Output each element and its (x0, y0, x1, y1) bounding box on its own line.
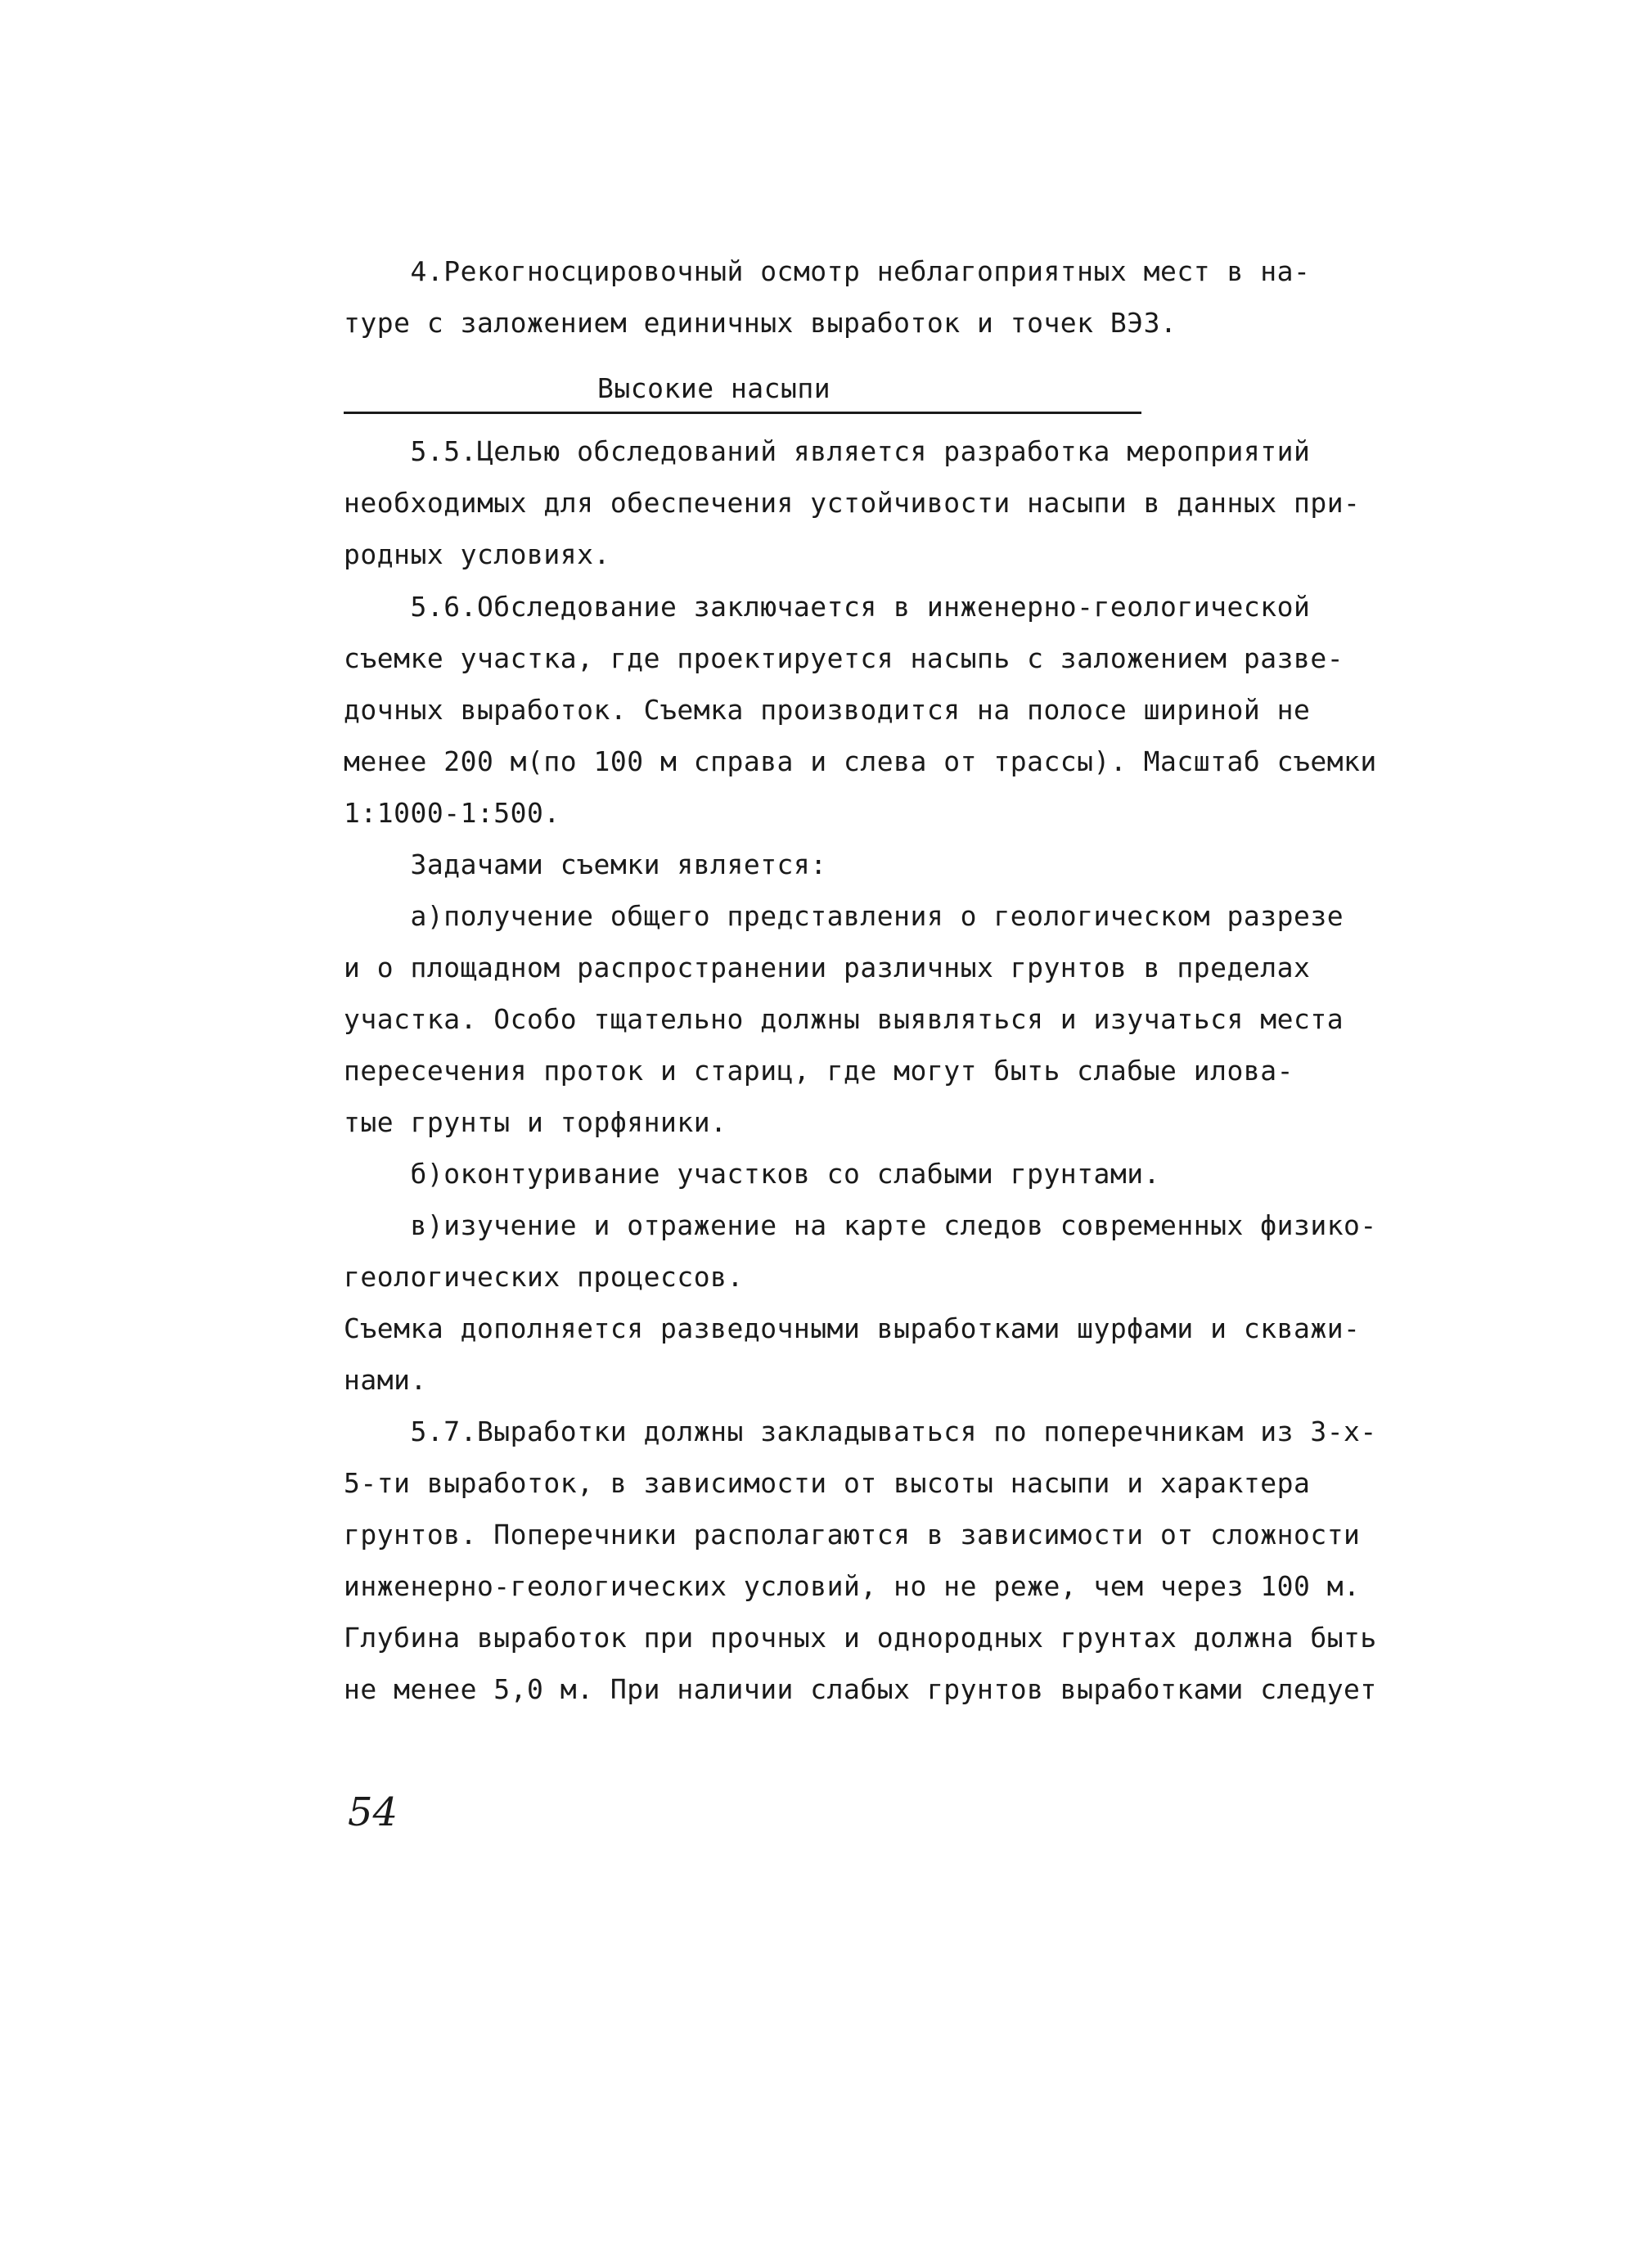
paragraph-line: 1:1000-1:500. (344, 797, 560, 829)
paragraph-line: менее 200 м(по 100 м справа и слева от трассы). Масштаб съемки (344, 745, 1377, 777)
paragraph-line: туре с заложением единичных выработок и точек ВЭЗ. (344, 307, 1177, 339)
paragraph-line: участка. Особо тщательно должны выявляться и изучаться места (344, 1003, 1344, 1035)
paragraph-line: Глубина выработок при прочных и однородных грунтах должна быть (344, 1622, 1377, 1654)
paragraph-line: нами. (344, 1364, 427, 1396)
heading-underline (344, 412, 1141, 414)
paragraph-line: родных условиях. (344, 538, 610, 570)
paragraph-line: 4.Рекогносцировочный осмотр неблагоприятных мест в на- (344, 255, 1311, 287)
paragraph-line: в)изучение и отражение на карте следов современных физико- (344, 1209, 1377, 1241)
paragraph-line: грунтов. Поперечники располагаются в зависимости от сложности (344, 1519, 1361, 1551)
paragraph-line: инженерно-геологических условий, но не реже, чем через 100 м. (344, 1570, 1361, 1602)
paragraph-line: 5.6.Обследование заключается в инженерно-геологической (344, 591, 1311, 623)
paragraph-line: пересечения проток и стариц, где могут быть слабые илова- (344, 1055, 1294, 1087)
section-heading: Высокие насыпи (597, 372, 831, 404)
paragraph-line: 5.5.Целью обследований является разработка мероприятий (344, 435, 1311, 467)
paragraph-line: Съемка дополняется разведочными выработками шурфами и скважи- (344, 1312, 1361, 1344)
paragraph-line: 5.7.Выработки должны закладываться по поперечникам из 3-х- (344, 1416, 1377, 1447)
page-number: 54 (348, 1789, 398, 1835)
paragraph-line: геологических процессов. (344, 1261, 744, 1293)
paragraph-line: необходимых для обеспечения устойчивости насыпи в данных при- (344, 487, 1361, 519)
paragraph-line: и о площадном распространении различных грунтов в пределах (344, 952, 1311, 983)
paragraph-line: а)получение общего представления о геологическом разрезе (344, 900, 1344, 932)
paragraph-line: не менее 5,0 м. При наличии слабых грунтов выработками следует (344, 1673, 1377, 1705)
paragraph-line: тые грунты и торфяники. (344, 1106, 727, 1138)
paragraph-line: Задачами съемки является: (344, 848, 827, 880)
paragraph-line: 5-ти выработок, в зависимости от высоты насыпи и характера (344, 1467, 1311, 1499)
paragraph-line: дочных выработок. Съемка производится на полосе шириной не (344, 694, 1311, 726)
paragraph-line: б)оконтуривание участков со слабыми грунтами. (344, 1158, 1161, 1190)
paragraph-line: съемке участка, где проектируется насыпь с заложением разве- (344, 642, 1344, 674)
